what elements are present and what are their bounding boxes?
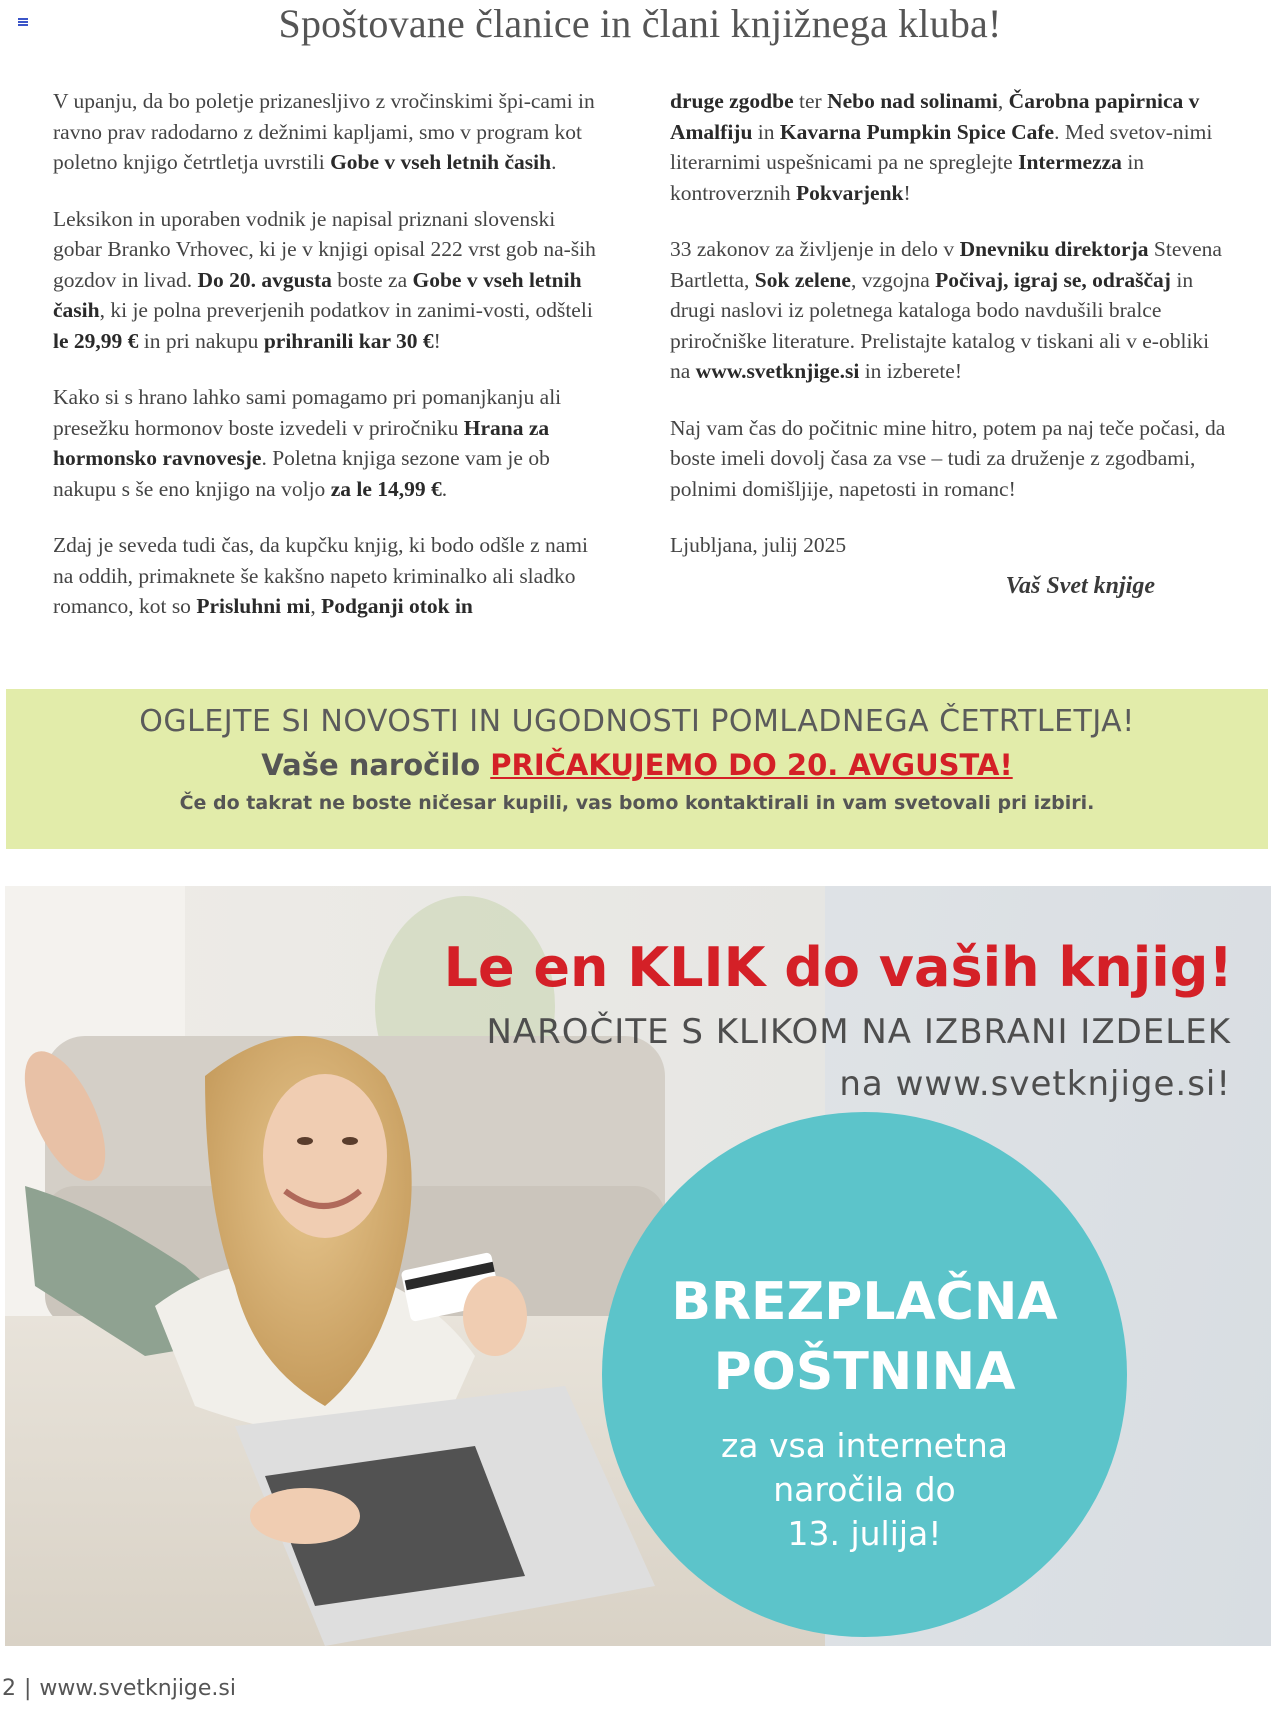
page-number: 2 — [2, 1676, 16, 1701]
page-footer — [0, 1676, 236, 1701]
promo-order-line — [6, 748, 1268, 782]
letter-left-column — [53, 86, 608, 648]
paragraph-text: Stevena Bartletta, — [670, 237, 1222, 292]
paragraph-text: . — [441, 476, 448, 501]
paragraph-text: Leksikon in uporaben vodnik je napisal priznani slovenski gobar Branko Vrhovec, ki je v knjigi opisal 222 vrst gob na-ših gozdov in livad. — [53, 206, 596, 292]
promo-headline: OGLEJTE SI NOVOSTI IN UGODNOSTI POMLADNEGA ČETRTLETJA! — [139, 704, 1135, 739]
paragraph-text: , — [310, 594, 322, 618]
place-date: Ljubljana, julij 2025 — [670, 533, 847, 557]
banner-headline: Le en KLIK do vaših knjig! — [443, 936, 1233, 999]
paragraph-text: ! — [903, 180, 911, 205]
online-order-banner[interactable] — [5, 886, 1271, 1646]
page-title: Spoštovane članice in člani knjižnega kluba! — [278, 1, 1002, 46]
highlighted-text: Gobe v vseh letnih časih — [330, 150, 552, 174]
highlighted-text: Intermezza — [1018, 150, 1122, 174]
paragraph-text: , vzgojna — [850, 267, 936, 292]
paragraph-text: . Poletna knjiga sezone vam je ob nakupu s še eno knjigo na voljo — [53, 446, 550, 501]
paragraph-text: 33 zakonov za življenje in delo v — [670, 237, 960, 261]
letter-paragraph — [53, 86, 608, 178]
letter-paragraph — [670, 413, 1230, 505]
highlighted-text: Gobe v vseh letnih časih — [53, 267, 582, 322]
highlighted-text: Podganji otok in — [321, 594, 473, 618]
letter-paragraph — [53, 530, 608, 622]
promo-order-prefix: Vaše naročilo — [261, 748, 491, 782]
paragraph-text: boste za — [331, 267, 413, 292]
paragraph-text: , ki je polna preverjenih podatkov in zanimi-vosti, odšteli — [99, 298, 593, 322]
free-shipping-badge — [602, 1112, 1127, 1637]
badge-line-3: za vsa internetna — [720, 1426, 1009, 1465]
paragraph-text: V upanju, da bo poletje prizanesljivo z vročinskimi špi-cami in ravno prav radodarno z dežnimi kapljami, smo v program kot poletno knjigo četrtletja uvrstili — [53, 89, 595, 174]
badge-line-2: POŠTNINA — [713, 1342, 1016, 1402]
promo-note: Če do takrat ne boste ničesar kupili, vas bomo kontaktirali in vam svetovali pri izbiri. — [179, 792, 1095, 814]
footer-website-link[interactable]: www.svetknjige.si — [39, 1676, 236, 1701]
letter-paragraph — [670, 234, 1230, 387]
letter-paragraph — [670, 86, 1230, 208]
paragraph-text: ter — [793, 89, 828, 113]
badge-line-5: 13. julija! — [787, 1514, 942, 1553]
letter-right-column — [670, 86, 1230, 601]
highlighted-text: Nebo nad solinami — [827, 89, 998, 113]
badge-line-4: naročila do — [773, 1470, 956, 1509]
paragraph-text: . — [551, 150, 557, 174]
paragraph-text: , — [997, 89, 1009, 113]
paragraph-text: ! — [433, 328, 441, 353]
highlighted-text: za le 14,99 € — [330, 476, 442, 501]
highlighted-text: Sok zelene — [754, 267, 851, 292]
promo-deadline-link[interactable]: PRIČAKUJEMO DO 20. AVGUSTA! — [490, 748, 1013, 782]
highlighted-text: Prisluhni mi — [196, 594, 311, 618]
paragraph-text: in pri nakupu — [138, 328, 264, 353]
paragraph-text: in izberete! — [859, 359, 962, 383]
badge-line-1: BREZPLAČNA — [671, 1272, 1058, 1332]
paragraph-text: Zdaj je seveda tudi čas, da kupčku knjig, ki bodo odšle z nami na oddih, primaknete še kakšno napeto kriminalko ali sladko romanco, kot so — [53, 533, 588, 618]
highlighted-text: le 29,99 € — [53, 328, 139, 353]
footer-separator: | — [24, 1676, 32, 1701]
letter-paragraph — [53, 204, 608, 357]
highlighted-text: www.svetknjige.si — [695, 359, 860, 383]
banner-subline-1: NAROČITE S KLIKOM NA IZBRANI IZDELEK — [486, 1012, 1231, 1052]
highlighted-text: prihranili kar 30 € — [263, 328, 434, 353]
highlighted-text: Pokvarjenk — [795, 180, 904, 205]
highlighted-text: Do 20. avgusta — [197, 267, 332, 292]
promo-bar — [6, 689, 1268, 849]
signature: Vaš Svet knjige — [1005, 572, 1155, 599]
letter-paragraph — [53, 382, 608, 504]
highlighted-text: Kavarna Pumpkin Spice Cafe — [779, 119, 1055, 144]
paragraph-text: in — [752, 119, 780, 144]
highlighted-text: Dnevniku direktorja — [959, 237, 1149, 261]
highlighted-text: Čarobna papirnica v Amalfiju — [670, 89, 1200, 144]
paragraph-text: in kontroverznih — [670, 150, 1145, 205]
highlighted-text: Počivaj, igraj se, odraščaj — [935, 267, 1171, 292]
highlighted-text: Hrana za hormonsko ravnovesje — [53, 415, 550, 470]
paragraph-text: . Med svetov-nimi literarnimi uspešnicami pa ne spreglejte — [670, 119, 1213, 174]
highlighted-text: druge zgodbe — [670, 89, 794, 113]
paragraph-text: Naj vam čas do počitnic mine hitro, potem pa naj teče počasi, da boste imeli dovolj časa za vse – tudi za druženje z zgodbami, polnimi domišljije, napetosti in romanc! — [670, 415, 1226, 501]
paragraph-text: in drugi naslovi iz poletnega kataloga bodo navdušili bralce priročniške literature. Prelistajte katalog v tiskani ali v e-obliki na — [670, 267, 1210, 383]
banner-subline-2[interactable]: na www.svetknjige.si! — [839, 1064, 1231, 1104]
paragraph-text: Kako si s hrano lahko sami pomagamo pri pomanjkanju ali presežku hormonov boste izvedeli v priročniku — [53, 385, 562, 440]
